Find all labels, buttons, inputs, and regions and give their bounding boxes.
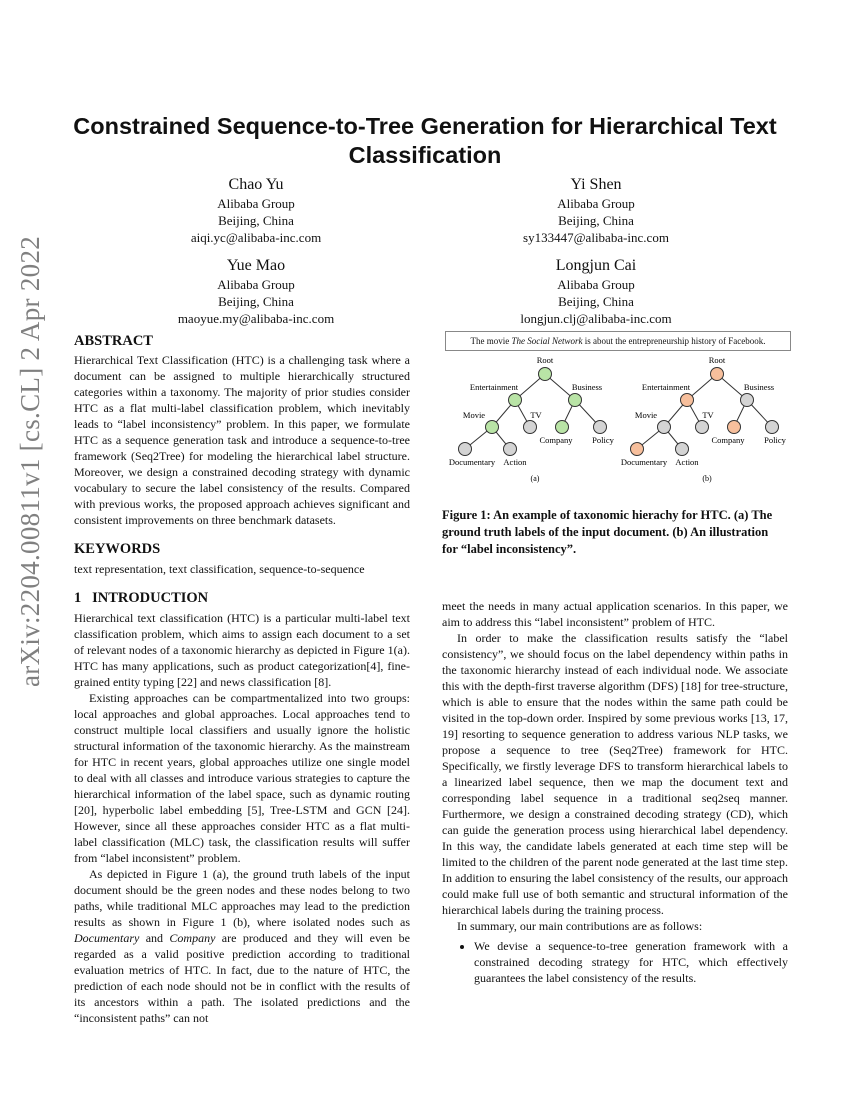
body-paragraph: In order to make the classification results satisfy the “label consistency”, we should focus on the label dependency within paths in the taxonomic hierarchy instead of each individual node. We associate this with the depth-first traverse algorithm (DFS) [18] for tree-structure, which is able to ensure that the nodes within the same path could be visited in the top-down order. Inspired by some previous works [13, 17, 19] resorting to sequence generation to address various NLP tasks, we propose a sequence to tree (Seq2Tree) framework for HTC. Specifically, we firstly leverage DFS to transform hierarchical labels to a linearized label sequence, then we map the document text and corresponding label sequence in a traditional seq2seq manner. Furthermore, we design a constrained decoding strategy (CD), which can guide the generation process using hierarchical label dependency. In this way, the candidate labels generated at each time step will be limited to the children of the parent node generated at the last time step. In addition to ensuring the label consistency of the results, our approach could make full use of both semantic and structural information of the hierarchical labels during the training process. (442, 631, 788, 917)
author-name: Yi Shen (570, 176, 622, 193)
tree-node-bus (741, 394, 754, 407)
tree-node-label: Action (503, 457, 527, 467)
author-location: Beijing, China (218, 213, 294, 228)
left-column (74, 333, 410, 1026)
tree-node-bus (569, 394, 582, 407)
tree-node-label: Business (743, 382, 775, 392)
author-location: Beijing, China (218, 294, 294, 309)
tree-node-label: Policy (764, 435, 786, 445)
author-block (466, 256, 726, 327)
author-block (126, 175, 386, 246)
author-org: Alibaba Group (217, 277, 295, 292)
tree-node-tv (696, 421, 709, 434)
tree-node-label: Movie (462, 410, 486, 420)
author-email[interactable]: sy133447@alibaba-inc.com (523, 230, 669, 245)
tree-node-label: TV (530, 410, 542, 420)
author-org: Alibaba Group (557, 196, 635, 211)
tree-node-label: Movie (634, 410, 658, 420)
tree-node-ent (509, 394, 522, 407)
tree-node-label: Business (571, 382, 603, 392)
keywords-heading: KEYWORDS (74, 541, 161, 557)
tree-node-policy (766, 421, 779, 434)
abstract-heading: ABSTRACT (74, 333, 153, 349)
abstract-text: Hierarchical Text Classification (HTC) is a challenging task where a document can be assigned to multiple hierarchically structured categories within a taxonomy. The majority of prior studies consider HTC as a flat multi-label classification problem, which inevitably leads to “label inconsistency” problem. In this paper, we formulate HTC as a sequence generation task and introduce a sequence-to-tree framework (Seq2Tree) for modeling the hierarchical label structure. Moreover, we design a constrained decoding strategy with dynamic vocabulary to secure the label consistency of the results. Compared with previous works, the proposed approach achieves significant and consistent improvements on three benchmark datasets. (74, 353, 410, 527)
tree-node-company (728, 421, 741, 434)
tree-node-label: Entertainment (469, 382, 519, 392)
tree-node-ent (681, 394, 694, 407)
tree-node-policy (594, 421, 607, 434)
tree-node-label: Documentary (448, 457, 496, 467)
tree-node-tv (524, 421, 537, 434)
tree-node-label: Root (536, 355, 554, 365)
taxonomy-tree-a (449, 355, 615, 483)
figure-input-sentence: The movie The Social Network is about the entrepreneurship history of Facebook. (445, 331, 791, 351)
contribution-list (442, 938, 788, 986)
intro-heading: 1 INTRODUCTION (74, 590, 209, 606)
tree-node-label: Entertainment (641, 382, 691, 392)
figure-caption: Figure 1: An example of taxonomic hierachy for HTC. (a) The ground truth labels of the input document. (b) An illustration for “label inconsistency”. (442, 508, 773, 556)
tree-node-label: Company (711, 435, 745, 445)
tree-node-movie (658, 421, 671, 434)
tree-node-label: Documentary (620, 457, 668, 467)
arxiv-identifier: arXiv:2204.00811v1 [cs.CL] 2 Apr 2022 (15, 235, 45, 687)
author-block (466, 175, 726, 246)
intro-paragraph: Hierarchical text classification (HTC) is a particular multi-label text classification problem, which aims to assign each document to a set of relevant nodes of a taxonomic hierarchy as depicted in Figure 1(a). HTC has many applications, such as product categorization[4], fine-grained entity typing [22] and news classification [8]. (74, 611, 410, 689)
body-paragraph: In summary, our main contributions are as follows: (457, 919, 703, 933)
tree-node-label: Root (708, 355, 726, 365)
subfigure-label: (a) (530, 474, 540, 483)
author-name: Longjun Cai (555, 257, 637, 274)
right-column (442, 598, 788, 986)
body-paragraph: meet the needs in many actual application scenarios. In this paper, we aim to address this “label inconsistent” problem of HTC. (442, 599, 788, 629)
intro-paragraph: As depicted in Figure 1 (a), the ground truth labels of the input document should be the green nodes and these nodes belong to two paths, while traditional MLC approaches may lead to the prediction results as shown in Figure 1 (b), where isolated nodes such as Documentary and Company are produced and they will even be regarded as a valid positive prediction according to traditional evaluation metrics of HTC. In fact, due to the nature of HTC, the prediction of each node should not be in conflict with the results of its ancestors within a path. The isolated predictions and the “inconsistent paths” can not (74, 867, 411, 1025)
list-item: • We devise a sequence-to-tree generation framework with a constrained decoding strategy for HTC, which effectively guarantees the label consistency of the results. (474, 938, 788, 986)
tree-node-action (504, 443, 517, 456)
taxonomy-tree-b (621, 355, 787, 483)
author-email[interactable]: aiqi.yc@alibaba-inc.com (190, 230, 322, 245)
tree-node-root (711, 368, 724, 381)
tree-node-label: Policy (592, 435, 614, 445)
tree-node-doc (459, 443, 472, 456)
tree-node-company (556, 421, 569, 434)
tree-node-doc (631, 443, 644, 456)
author-name: Yue Mao (226, 257, 286, 274)
tree-node-label: Company (539, 435, 573, 445)
tree-node-label: Action (675, 457, 699, 467)
tree-node-action (676, 443, 689, 456)
author-org: Alibaba Group (557, 277, 635, 292)
author-name: Chao Yu (228, 176, 284, 193)
tree-node-movie (486, 421, 499, 434)
author-block (126, 256, 386, 327)
author-location: Beijing, China (558, 294, 634, 309)
taxonomy-figure (440, 352, 800, 492)
author-email[interactable]: longjun.clj@alibaba-inc.com (520, 311, 672, 326)
tree-node-label: TV (702, 410, 714, 420)
subfigure-label: (b) (702, 474, 712, 483)
keywords-text: text representation, text classification, sequence-to-sequence (74, 562, 365, 576)
author-email[interactable]: maoyue.my@alibaba-inc.com (177, 311, 335, 326)
paper-title: Constrained Sequence-to-Tree Generation for Hierarchical Text Classification (73, 113, 777, 168)
intro-paragraph: Existing approaches can be compartmentalized into two groups: local approaches and global approaches. Local approaches tend to construct multiple local classifiers and usually ignore the holistic structural information of the taxonomic hierarchy. As the mainstream for HTC in recent years, global approaches utilize one single model to deal with all classes and introduce various strategies to capture the hierarchical information of the label space, such as dynamic routing [20], hyperbolic label embedding [5], Tree-LSTM and GCN [24]. However, since all these approaches consider HTC as a flat multi-label classification (MLC) task, the classification results will suffer from “label inconsistent” problem. (74, 691, 410, 865)
author-org: Alibaba Group (217, 196, 295, 211)
author-location: Beijing, China (558, 213, 634, 228)
tree-node-root (539, 368, 552, 381)
